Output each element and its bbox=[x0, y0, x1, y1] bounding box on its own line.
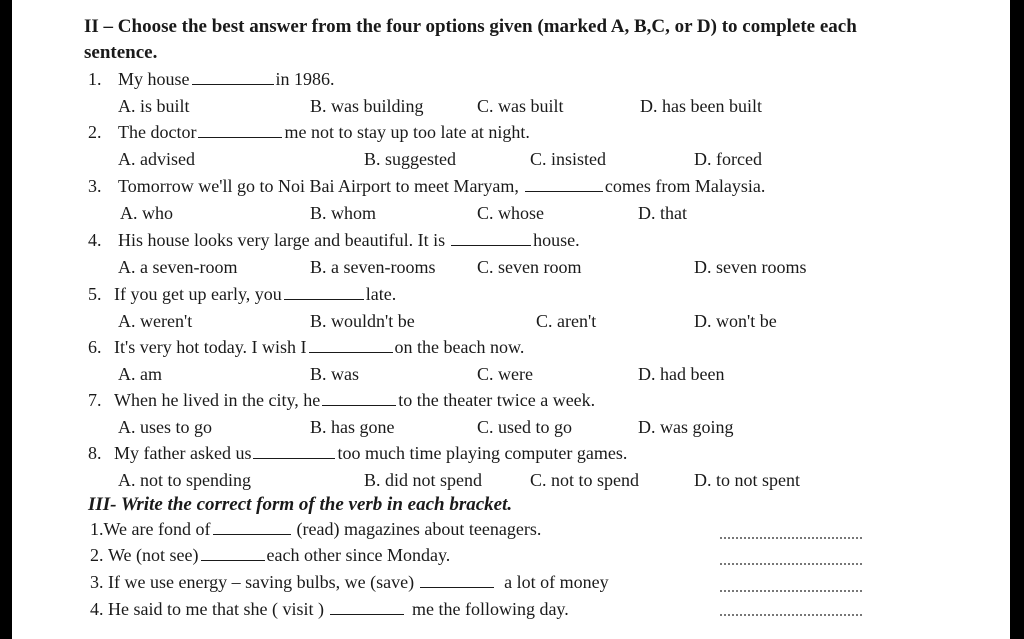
answer-blank[interactable] bbox=[192, 70, 274, 85]
item-text-pre: If we use energy – saving bulbs, we (save) bbox=[108, 572, 415, 592]
q3-option-b[interactable]: B. whom bbox=[310, 203, 377, 223]
q3-option-a[interactable]: A. who bbox=[120, 203, 173, 223]
item-text-post: each other since Monday. bbox=[266, 545, 451, 565]
answer-blank[interactable] bbox=[213, 520, 291, 535]
question-number: 7. bbox=[88, 390, 102, 410]
section3-heading: III- Write the correct form of the verb in each bracket. bbox=[88, 494, 513, 515]
item-number: 2. bbox=[90, 545, 104, 565]
item-number: 3. bbox=[90, 572, 104, 592]
q2-option-b[interactable]: B. suggested bbox=[364, 149, 456, 169]
q5-option-d[interactable]: D. won't be bbox=[694, 311, 777, 331]
answer-blank[interactable] bbox=[253, 444, 335, 459]
question-text-pre: His house looks very large and beautiful. It is bbox=[118, 230, 446, 250]
question-text-post: to the theater twice a week. bbox=[398, 390, 596, 410]
question-text-post: on the beach now. bbox=[394, 337, 525, 357]
answer-dotted-line-1[interactable] bbox=[720, 537, 862, 539]
q8-option-c[interactable]: C. not to spend bbox=[530, 470, 640, 490]
q4-option-d[interactable]: D. seven rooms bbox=[694, 257, 807, 277]
left-frame-border bbox=[0, 0, 12, 639]
item-text-pre: He said to me that she ( visit ) bbox=[108, 599, 324, 619]
q3-option-c[interactable]: C. whose bbox=[477, 203, 544, 223]
q4-option-a[interactable]: A. a seven-room bbox=[118, 257, 238, 277]
q2-option-a[interactable]: A. advised bbox=[118, 149, 195, 169]
q1-option-c[interactable]: C. was built bbox=[477, 96, 564, 116]
q8-option-d[interactable]: D. to not spent bbox=[694, 470, 800, 490]
q1-option-a[interactable]: A. is built bbox=[118, 96, 190, 116]
q8-option-b[interactable]: B. did not spend bbox=[364, 470, 483, 490]
q5-option-b[interactable]: B. wouldn't be bbox=[310, 311, 415, 331]
verb-item-3 bbox=[90, 572, 609, 593]
answer-dotted-line-2[interactable] bbox=[720, 563, 862, 565]
answer-dotted-line-4[interactable] bbox=[720, 614, 862, 616]
worksheet-page bbox=[12, 0, 1010, 639]
question-text-pre: The doctor bbox=[118, 122, 197, 142]
answer-blank[interactable] bbox=[309, 338, 393, 353]
section2-heading-line1: II – Choose the best answer from the four options given (marked A, B,C, or D) to complete each bbox=[84, 16, 857, 37]
question-5 bbox=[88, 284, 396, 305]
item-text-pre: We (not see) bbox=[108, 545, 199, 565]
question-number: 1. bbox=[88, 69, 102, 89]
question-text-post: me not to stay up too late at night. bbox=[284, 122, 530, 142]
q6-option-c[interactable]: C. were bbox=[477, 364, 533, 384]
section2-heading-line2: sentence. bbox=[84, 42, 158, 63]
q6-option-d[interactable]: D. had been bbox=[638, 364, 725, 384]
q6-option-a[interactable]: A. am bbox=[118, 364, 162, 384]
q2-option-c[interactable]: C. insisted bbox=[530, 149, 607, 169]
question-2 bbox=[88, 122, 530, 143]
answer-blank[interactable] bbox=[284, 285, 364, 300]
answer-blank[interactable] bbox=[330, 600, 404, 615]
item-text-post: a lot of money bbox=[504, 572, 609, 592]
q7-option-c[interactable]: C. used to go bbox=[477, 417, 573, 437]
question-6 bbox=[88, 337, 524, 358]
question-number: 3. bbox=[88, 176, 102, 196]
question-text-post: comes from Malaysia. bbox=[604, 176, 766, 196]
q8-option-a[interactable]: A. not to spending bbox=[118, 470, 251, 490]
question-3 bbox=[88, 176, 765, 197]
item-number: 4. bbox=[90, 599, 104, 619]
item-text-post: (read) magazines about teenagers. bbox=[296, 519, 542, 539]
q5-option-c[interactable]: C. aren't bbox=[536, 311, 597, 331]
q3-option-d[interactable]: D. that bbox=[638, 203, 687, 223]
verb-item-2 bbox=[90, 545, 450, 566]
question-text-pre: My father asked us bbox=[114, 443, 252, 463]
q7-option-a[interactable]: A. uses to go bbox=[118, 417, 212, 437]
answer-dotted-line-3[interactable] bbox=[720, 590, 862, 592]
answer-blank[interactable] bbox=[198, 123, 282, 138]
q1-option-d[interactable]: D. has been built bbox=[640, 96, 762, 116]
answer-blank[interactable] bbox=[201, 546, 265, 561]
question-number: 6. bbox=[88, 337, 102, 357]
q2-option-d[interactable]: D. forced bbox=[694, 149, 762, 169]
question-4 bbox=[88, 230, 580, 251]
q1-option-b[interactable]: B. was building bbox=[310, 96, 424, 116]
q4-option-b[interactable]: B. a seven-rooms bbox=[310, 257, 436, 277]
question-1 bbox=[88, 69, 335, 90]
verb-item-4 bbox=[90, 599, 569, 620]
question-text-pre: If you get up early, you bbox=[114, 284, 282, 304]
item-number: 1. bbox=[90, 519, 104, 539]
verb-item-1 bbox=[90, 519, 541, 540]
answer-blank[interactable] bbox=[451, 231, 531, 246]
answer-blank[interactable] bbox=[420, 573, 494, 588]
question-number: 4. bbox=[88, 230, 102, 250]
q6-option-b[interactable]: B. was bbox=[310, 364, 359, 384]
question-number: 5. bbox=[88, 284, 102, 304]
question-text-post: late. bbox=[365, 284, 397, 304]
right-frame-border bbox=[1010, 0, 1024, 639]
q7-option-b[interactable]: B. has gone bbox=[310, 417, 395, 437]
question-text-pre: When he lived in the city, he bbox=[114, 390, 321, 410]
q4-option-c[interactable]: C. seven room bbox=[477, 257, 582, 277]
answer-blank[interactable] bbox=[322, 391, 396, 406]
question-text-post: house. bbox=[533, 230, 580, 250]
question-8 bbox=[88, 443, 627, 464]
question-7 bbox=[88, 390, 595, 411]
answer-blank[interactable] bbox=[525, 177, 603, 192]
question-text-pre: It's very hot today. I wish I bbox=[114, 337, 307, 357]
q7-option-d[interactable]: D. was going bbox=[638, 417, 734, 437]
item-text-pre: We are fond of bbox=[103, 519, 211, 539]
question-text-post: in 1986. bbox=[275, 69, 335, 89]
question-text-post: too much time playing computer games. bbox=[337, 443, 628, 463]
question-text-pre: Tomorrow we'll go to Noi Bai Airport to meet Maryam, bbox=[118, 176, 519, 196]
q5-option-a[interactable]: A. weren't bbox=[118, 311, 193, 331]
question-text-pre: My house bbox=[118, 69, 190, 89]
item-text-post: me the following day. bbox=[411, 599, 569, 619]
question-number: 8. bbox=[88, 443, 102, 463]
question-number: 2. bbox=[88, 122, 102, 142]
